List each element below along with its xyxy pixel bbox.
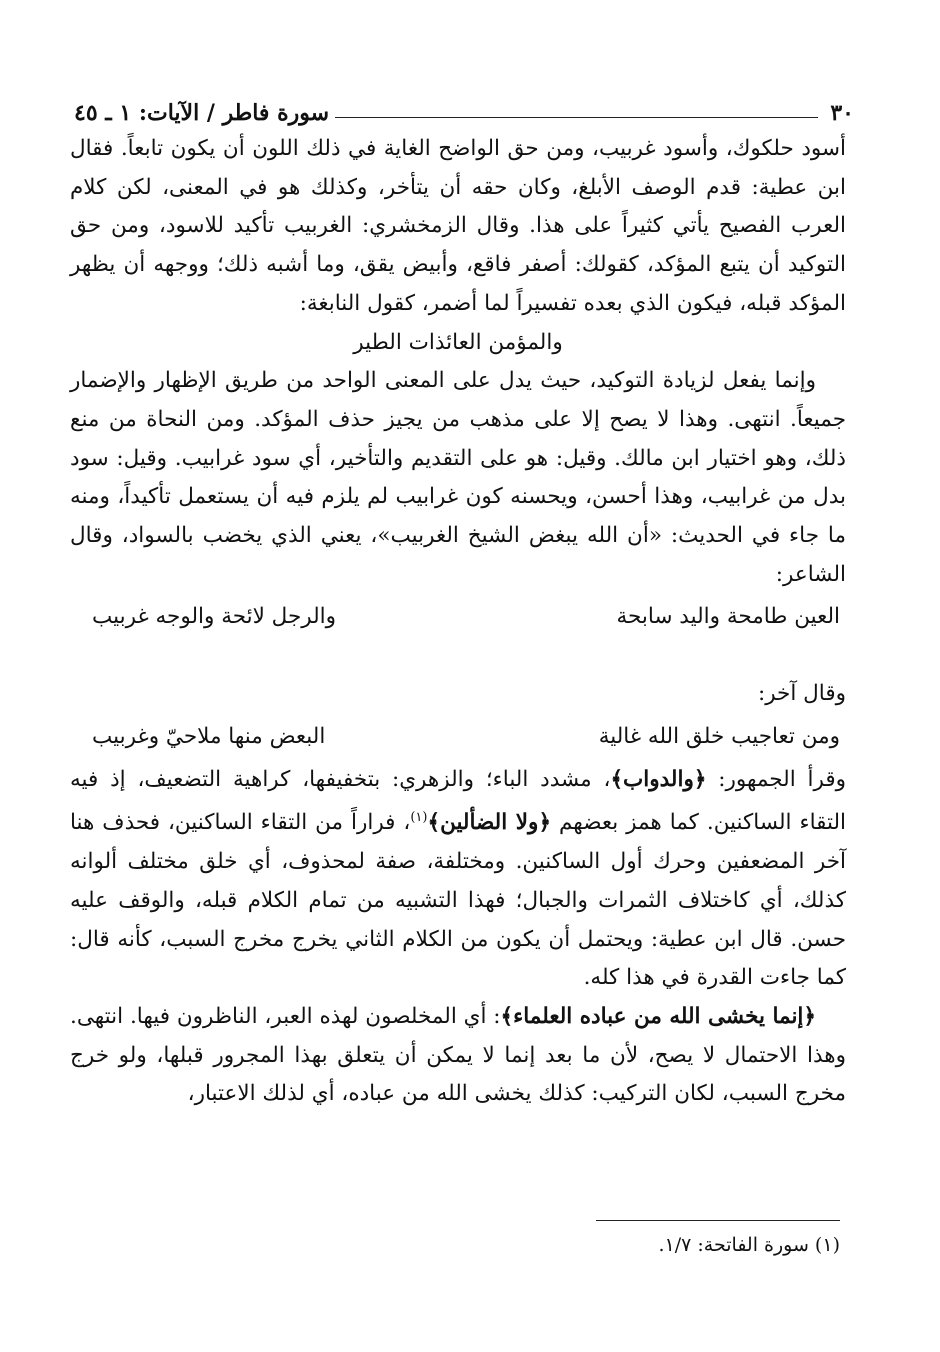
- page-number: ٣٠: [830, 100, 854, 126]
- running-title: سورة فاطر / الآيات: ١ ـ ٤٥: [74, 100, 330, 126]
- header-rule: [335, 117, 818, 118]
- verse-3: [70, 718, 846, 757]
- verse-2-first-hemistich: العين طامحة واليد سابحة: [616, 604, 840, 630]
- quran-quote-2: ﴿ولا الضألين﴾: [427, 810, 552, 836]
- verse-3-second-hemistich: البعض منها ملاحيّ وغربيب: [92, 723, 326, 749]
- spacer: [70, 641, 846, 675]
- verse-3-first-hemistich: ومن تعاجيب خلق الله غالية: [598, 723, 840, 749]
- paragraph-4-text-b: ، مشدد الباء؛ والزهري: بتخفيفها، كراهية التضعيف، إذ فيه التقاء الساكنين. كما همز بعضهم: [70, 766, 847, 836]
- footnote-ref[interactable]: (١): [410, 810, 428, 826]
- paragraph-4-text-c: ، فراراً من التقاء الساكنين، فحذف هنا آخر المضعفين وحرك أول الساكنين. ومختلفة، صفة لمحذوف، أي خلق مختلف ألوانه كذلك، أي كاختلاف الثمرات والجبال؛ فهذا التشبيه من تمام الكلام قبله، والوقف عليه حسن. قال ابن عطية: ويحتمل أن يكون من الكلام الثاني يخرج مخرج السبب، كأنه قال: كما جاءت القدرة في هذا كله.: [70, 810, 846, 991]
- body-text: [70, 130, 846, 1114]
- paragraph-1: أسود حلكوك، وأسود غربيب، ومن حق الواضح الغاية في ذلك اللون أن يكون تابعاً. فقال ابن عطية: قدم الوصف الأبلغ، وكان حقه أن يتأخر، وكذلك هو في المعنى، لكن كلام العرب الفصيح يأتي كثيراً على هذا. وقال الزمخشري: الغربيب تأكيد للاسود، ومن حق التوكيد أن يتبع المؤكد، كقولك: أصفر فاقع، وأبيض يقق، وما أشبه ذلك؛ ووجهه أن يظهر المؤكد قبله، فيكون الذي بعده تفسيراً لما أضمر، كقول النابغة:: [70, 136, 846, 316]
- quran-quote-1: ﴿والدواب﴾: [610, 766, 707, 792]
- paragraph-3: وقال آخر:: [757, 681, 846, 707]
- footnote-rule: [596, 1220, 840, 1221]
- verse-1: والمؤمن العائذات الطير: [353, 329, 563, 355]
- paragraph-4: [70, 761, 846, 998]
- verse-2: [70, 598, 846, 637]
- paragraph-2: وإنما يفعل لزيادة التوكيد، حيث يدل على المعنى الواحد من طريق الإظهار والإضمار جميعاً. انتهى. وهذا لا يصح إلا على مذهب من يجيز حذف المؤكد. ومن النحاة من منع ذلك، وهو اختيار ابن مالك. وقيل: هو على التقديم والتأخير، أي سود غرابيب. وقيل: سود بدل من غرابيب، وهذا أحسن، ويحسنه كون غرابيب لم يلزم فيه أن يستعمل تأكيداً، ومنه ما جاء في الحديث: «أن الله يبغض الشيخ الغربيب»، يعني الذي يخضب بالسواد، وقال الشاعر:: [70, 368, 846, 587]
- page-header: [74, 86, 854, 126]
- paragraph-5-text: : أي المخلصون لهذه العبر، الناظرون فيها. انتهى. وهذا الاحتمال لا يصح، لأن ما بعد إنما لا يمكن أن يتعلق بهذا المجرور قبلها، ولو خرج مخرج السبب، لكان التركيب: كذلك يخشى الله من عباده، أي لذلك الاعتبار،: [70, 1003, 846, 1107]
- verse-2-second-hemistich: والرجل لائحة والوجه غربيب: [92, 604, 337, 630]
- quran-quote-3: ﴿إنما يخشى الله من عباده العلماء﴾: [500, 1003, 816, 1029]
- paragraph-4-text-a: وقرأ الجمهور:: [706, 766, 846, 792]
- paragraph-5: [70, 998, 846, 1114]
- footnote: (١) سورة الفاتحة: ١/٧.: [658, 1234, 840, 1256]
